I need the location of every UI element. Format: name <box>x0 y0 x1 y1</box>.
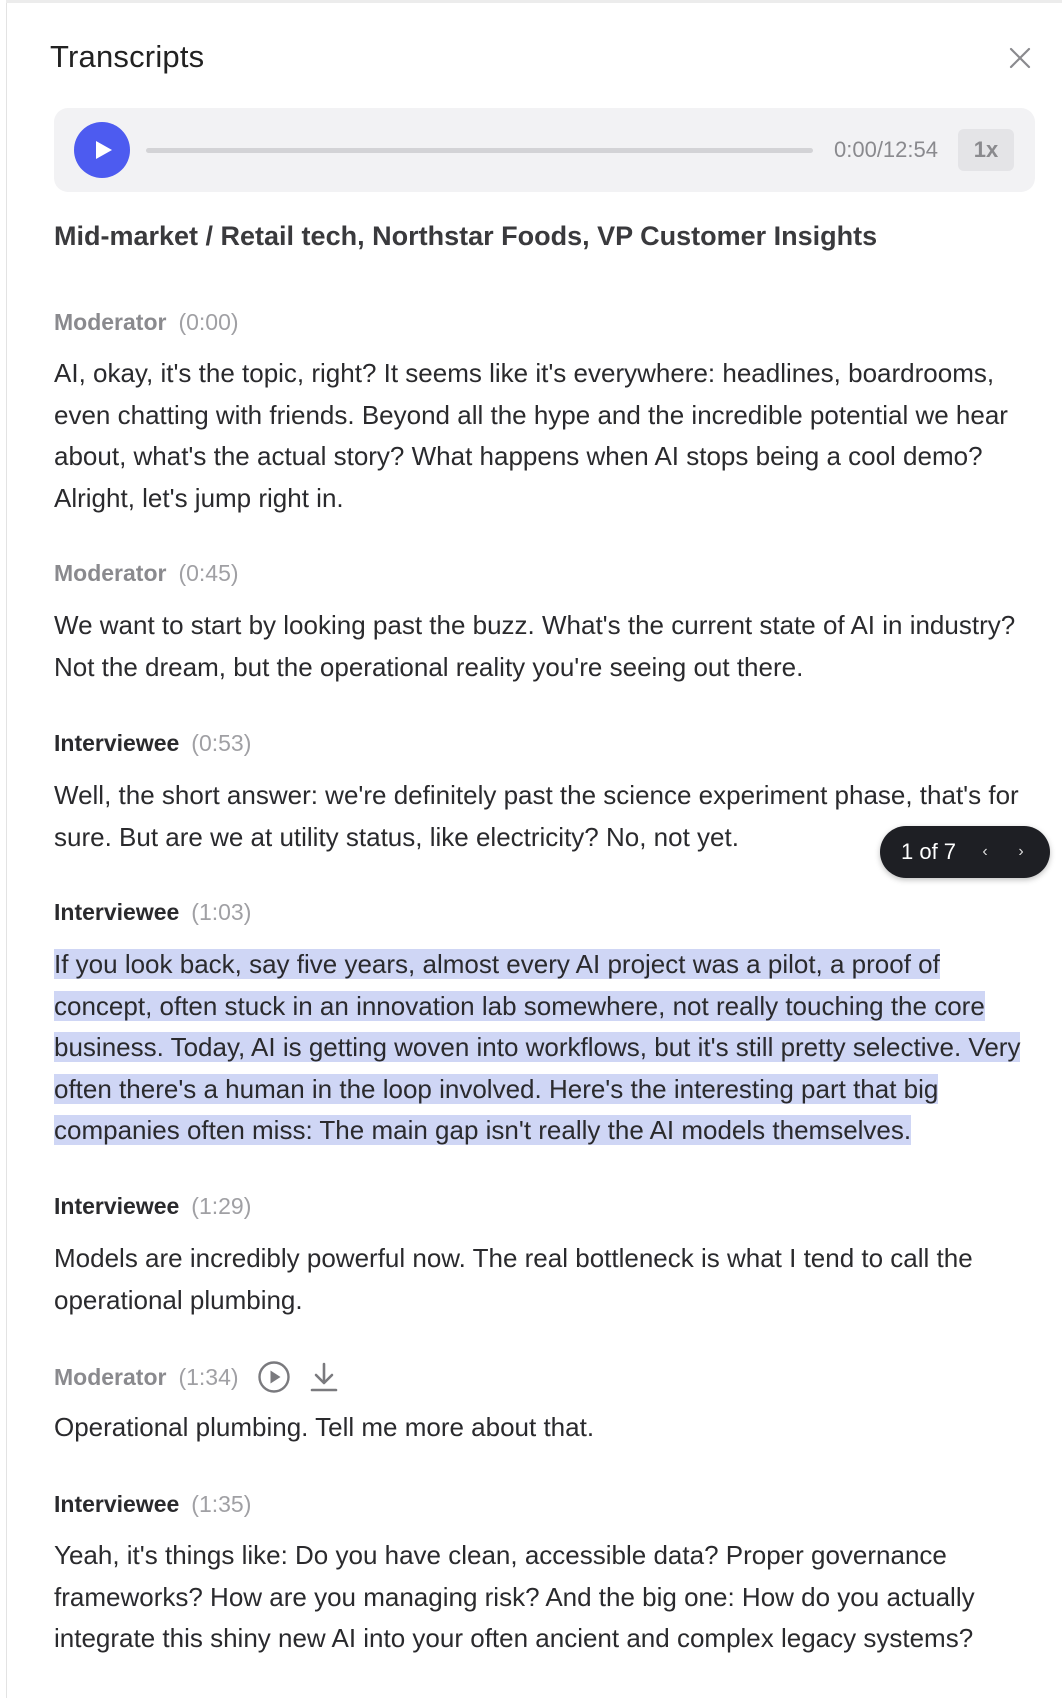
close-button[interactable] <box>1005 43 1035 73</box>
play-circle-icon <box>257 1360 291 1394</box>
transcript-title: Mid-market / Retail tech, Northstar Foods, VP Customer Insights <box>54 221 878 251</box>
timestamp[interactable]: (0:45) <box>178 560 239 586</box>
highlighted-utterance <box>54 944 1029 1152</box>
speaker-row <box>54 309 239 336</box>
utterance-text: If you look back, say five years, almost every AI project was a pilot, a proof of concept, often stuck in an innovation lab somewhere, not really touching the core business. Today, AI is getting woven into workflows, but it's still pretty selective. Very often there's a human in the loop involved. Here's the interesting part that big companies often miss: The main gap isn't really the AI models themselves. <box>54 949 1021 1145</box>
speaker-row <box>54 899 251 926</box>
speaker-name: Moderator <box>54 1363 167 1390</box>
speaker-name: Moderator <box>54 560 167 586</box>
utterance-text: Well, the short answer: we're definitely past the science experiment phase, that's for sure. But are we at utility status, like electricity? No, not yet. <box>54 780 1019 852</box>
playback-speed-button[interactable]: 1x <box>958 129 1014 171</box>
play-icon <box>94 139 114 161</box>
download-button[interactable] <box>307 1360 341 1394</box>
timestamp[interactable]: (1:35) <box>191 1491 252 1517</box>
transcripts-panel <box>7 3 1062 1698</box>
download-icon <box>307 1360 341 1394</box>
speaker-row <box>54 560 239 587</box>
previous-match-button[interactable]: ‹ <box>982 843 988 860</box>
panel-title: Transcripts <box>50 39 205 74</box>
speaker-row <box>54 1491 251 1518</box>
audio-player <box>54 108 1035 192</box>
play-button[interactable] <box>74 122 130 178</box>
speaker-name: Moderator <box>54 309 167 335</box>
search-match-navigator <box>880 826 1050 878</box>
speaker-name: Interviewee <box>54 730 180 756</box>
timestamp[interactable]: (1:34) <box>178 1363 239 1390</box>
speaker-row <box>54 1360 341 1394</box>
match-count: 1 of 7 <box>901 839 957 864</box>
utterance-text: Models are incredibly powerful now. The real bottleneck is what I tend to call the operational plumbing. <box>54 1243 973 1315</box>
speaker-name: Interviewee <box>54 1193 180 1219</box>
utterance-text: We want to start by looking past the buzz. What's the current state of AI in industry? Not the dream, but the operational reality you're seeing out there. <box>54 610 1016 682</box>
timestamp[interactable]: (1:29) <box>191 1193 252 1219</box>
next-match-button[interactable]: › <box>1018 843 1024 860</box>
play-segment-button[interactable] <box>257 1360 291 1394</box>
progress-bar[interactable] <box>146 148 813 153</box>
speaker-row <box>54 1193 251 1220</box>
utterance-text: Yeah, it's things like: Do you have clean, accessible data? Proper governance frameworks? How are you managing risk? And the big one: How do you actually integrate this shiny new AI into your often ancient and complex legacy systems? <box>54 1540 975 1653</box>
time-readout: 0:00/12:54 <box>834 137 938 162</box>
timestamp[interactable]: (0:53) <box>191 730 252 756</box>
close-icon <box>1005 43 1035 73</box>
speaker-name: Interviewee <box>54 899 180 925</box>
speaker-name: Interviewee <box>54 1491 180 1517</box>
left-edge-strip <box>0 0 7 1698</box>
utterance-text: AI, okay, it's the topic, right? It seems like it's everywhere: headlines, boardrooms, even chatting with friends. Beyond all the hype and the incredible potential we hear about, what's the actual story? What happens when AI stops being a cool demo? Alright, let's jump right in. <box>54 358 1008 513</box>
timestamp[interactable]: (1:03) <box>191 899 252 925</box>
timestamp[interactable]: (0:00) <box>178 309 239 335</box>
utterance-text: Operational plumbing. Tell me more about that. <box>54 1412 595 1442</box>
speaker-row <box>54 730 251 757</box>
